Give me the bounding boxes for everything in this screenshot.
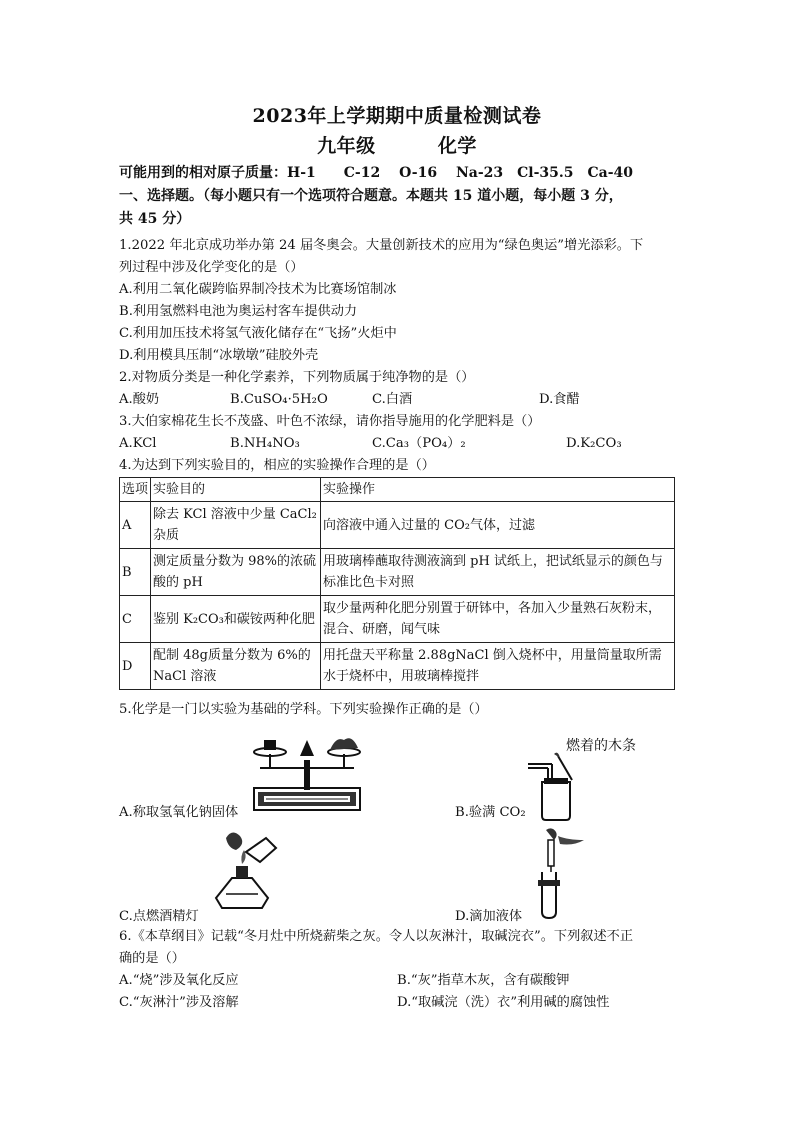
q1-option-a: A.利用二氧化碳跨临界制冷技术为比赛场馆制冰: [119, 282, 397, 297]
table-cell: 鉴别 K₂CO₃和碳铵两种化肥: [151, 596, 321, 643]
q1-option-d: D.利用模具压制“冰墩墩”硅胶外壳: [119, 348, 319, 363]
q2-option-d: D.食醋: [539, 392, 580, 407]
q1-option-c: C.利用加压技术将氢气液化储存在“飞扬”火炬中: [119, 326, 397, 341]
table-cell: 配制 48g质量分数为 6%的 NaCl 溶液: [151, 643, 321, 690]
q2-stem: 2.对物质分类是一种化学素养，下列物质属于纯净物的是（）: [119, 370, 475, 385]
q1-option-b: B.利用氢燃料电池为奥运村客车提供动力: [119, 304, 358, 319]
table-row: [120, 549, 675, 596]
subject-label: 化学: [437, 135, 477, 157]
q6-option-c: C.“灰淋汁”涉及溶解: [119, 995, 239, 1010]
table-cell: A: [120, 502, 151, 549]
exam-title: 2023年上学期期中质量检测试卷: [252, 105, 542, 127]
table-header-cell: 实验操作: [321, 478, 675, 502]
table-cell: C: [120, 596, 151, 643]
dropper-test-tube-figure: [524, 826, 594, 920]
q1-stem-line1: 1.2022 年北京成功举办第 24 届冬奥会。大量创新技术的应用为“绿色奥运”增光添彩。下: [119, 238, 644, 253]
table-header-row: [120, 478, 675, 502]
q6-stem-line2: 确的是（）: [119, 951, 185, 966]
q6-stem-line1: 6.《本草纲目》记载“冬月灶中所烧薪柴之灰。令人以灰淋汁，取碱浣衣”。下列叙述不正: [119, 929, 633, 944]
balance-scale-figure: [244, 730, 368, 814]
q5-option-d: D.滴加液体: [455, 909, 523, 924]
q3-option-c: C.Ca₃（PO₄）₂: [372, 436, 466, 451]
table-cell: 除去 KCl 溶液中少量 CaCl₂杂质: [151, 502, 321, 549]
exam-subtitle: [0, 131, 794, 158]
q6-option-b: B.“灰”指草木灰，含有碳酸钾: [397, 973, 570, 988]
q4-experiment-table: [119, 477, 675, 690]
co2-bottle-figure: [524, 752, 624, 822]
q2-option-b: B.CuSO₄·5H₂O: [230, 392, 328, 407]
q5-option-a: A.称取氢氧化钠固体: [119, 805, 239, 820]
table-row: [120, 643, 675, 690]
q5-option-b: B.验满 CO₂: [455, 805, 526, 820]
atomic-masses: 可能用到的相对原子质量：H-1 C-12 O-16 Na-23 Cl-35.5 Ca-40: [119, 165, 633, 181]
table-cell: B: [120, 549, 151, 596]
q3-option-b: B.NH₄NO₃: [230, 436, 300, 451]
q2-option-a: A.酸奶: [119, 392, 160, 407]
table-cell: 用玻璃棒蘸取待测液滴到 pH 试纸上，把试纸显示的颜色与标准比色卡对照: [321, 549, 675, 596]
table-cell: 用托盘天平称量 2.88gNaCl 倒入烧杯中，用量筒量取所需水于烧杯中，用玻璃棒搅拌: [321, 643, 675, 690]
q6-option-a: A.“烧”涉及氧化反应: [119, 973, 239, 988]
table-header-cell: 实验目的: [151, 478, 321, 502]
table-header-cell: 选项: [120, 478, 151, 502]
q3-option-a: A.KCl: [119, 436, 157, 451]
grade-label: 九年级: [317, 135, 376, 157]
q4-stem: 4.为达到下列实验目的，相应的实验操作合理的是（）: [119, 458, 435, 473]
table-cell: D: [120, 643, 151, 690]
q5-stem: 5.化学是一门以实验为基础的学科。下列实验操作正确的是（）: [119, 702, 488, 717]
section1-heading-line2: 共 45 分）: [119, 211, 191, 227]
section1-heading-line1: 一、选择题。（每小题只有一个选项符合题意。本题共 15 道小题，每小题 3 分，: [119, 188, 623, 204]
table-row: [120, 596, 675, 643]
table-cell: 取少量两种化肥分别置于研钵中，各加入少量熟石灰粉末，混合、研磨，闻气味: [321, 596, 675, 643]
q6-option-d: D.“取碱浣（洗）衣”利用碱的腐蚀性: [397, 995, 610, 1010]
q3-option-d: D.K₂CO₃: [566, 436, 622, 451]
table-row: [120, 502, 675, 549]
q2-option-c: C.白酒: [372, 392, 413, 407]
table-cell: 测定质量分数为 98%的浓硫酸的 pH: [151, 549, 321, 596]
alcohol-lamp-figure: [206, 828, 286, 912]
q1-stem-line2: 列过程中涉及化学变化的是（）: [119, 260, 304, 275]
q3-stem: 3.大伯家棉花生长不茂盛、叶色不浓绿，请你指导施用的化学肥料是（）: [119, 414, 541, 429]
table-cell: 向溶液中通入过量的 CO₂气体，过滤: [321, 502, 675, 549]
burning-stick-label: 燃着的木条: [566, 738, 636, 754]
q5-option-c: C.点燃酒精灯: [119, 909, 199, 924]
